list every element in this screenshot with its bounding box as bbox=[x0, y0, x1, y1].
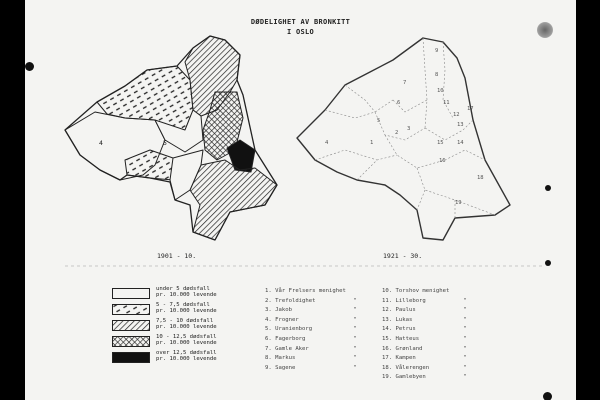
parish-number: 2. bbox=[265, 297, 276, 304]
parish-number: 18. bbox=[382, 364, 396, 371]
parish-number: 6. bbox=[265, 336, 276, 342]
punch-hole bbox=[545, 260, 551, 266]
parish-number: 9. bbox=[265, 364, 276, 371]
parish-item bbox=[265, 298, 356, 304]
outline-right bbox=[297, 38, 510, 240]
parish-item bbox=[382, 365, 467, 371]
ditto-mark: " bbox=[463, 355, 467, 362]
parish-name: Kampen bbox=[395, 355, 416, 362]
parish-name: Torshov menighet bbox=[395, 288, 450, 294]
parish-item bbox=[265, 355, 356, 361]
parish-name: Paulus bbox=[395, 307, 416, 314]
parish-item bbox=[265, 288, 353, 294]
map2-number: 6 bbox=[397, 100, 401, 106]
parish-item bbox=[265, 307, 356, 313]
parish-name: Hatteus bbox=[395, 336, 420, 342]
map2-number: 13 bbox=[457, 122, 464, 128]
parish-name: Grønland bbox=[395, 345, 423, 352]
parish-name: Uranienborg bbox=[275, 326, 313, 333]
parish-name: Lukas bbox=[395, 316, 413, 323]
ditto-mark: " bbox=[463, 364, 467, 371]
parish-item bbox=[382, 374, 467, 380]
ditto-mark: " bbox=[463, 307, 467, 314]
parish-item bbox=[382, 336, 467, 342]
parish-item bbox=[265, 365, 356, 371]
legend-text: 5 - 7,5 dødsfall pr. 10.000 levende bbox=[156, 302, 217, 315]
parish-number: 13. bbox=[382, 316, 396, 323]
map1-period-label: 1901 - 10. bbox=[157, 252, 197, 260]
document-sheet bbox=[25, 0, 576, 400]
ditto-mark: " bbox=[353, 297, 357, 304]
title-line1: DØDELIGHET AV BRONKITT bbox=[250, 18, 351, 26]
parish-number: 11. bbox=[382, 297, 396, 304]
inner-boundaries bbox=[315, 38, 495, 218]
map2-number: 5 bbox=[377, 118, 381, 124]
map2-period-label: 1921 - 30. bbox=[383, 252, 423, 260]
punch-hole bbox=[25, 62, 34, 71]
parish-item bbox=[382, 298, 467, 304]
legend-text: over 12,5 dødsfall pr. 10.000 levende bbox=[156, 350, 217, 363]
parish-name: Frogner bbox=[275, 316, 299, 323]
legend-swatch bbox=[112, 336, 150, 347]
map2-number: 4 bbox=[325, 140, 329, 146]
parish-number: 19. bbox=[382, 374, 396, 381]
map2-number: 12 bbox=[453, 112, 460, 118]
parish-name: Fagerborg bbox=[275, 336, 306, 342]
parish-item bbox=[265, 326, 356, 332]
parish-number: 8. bbox=[265, 355, 276, 362]
ditto-mark: " bbox=[353, 336, 357, 342]
ditto-mark: " bbox=[463, 345, 467, 352]
ditto-mark: " bbox=[353, 307, 357, 314]
parish-item bbox=[382, 326, 467, 332]
parish-name: Jakob bbox=[275, 307, 292, 314]
parish-name: Vår Frelsers menighet bbox=[275, 288, 346, 294]
ditto-mark: " bbox=[463, 326, 467, 333]
parish-number: 10. bbox=[382, 288, 396, 294]
map1-number-4: 4 bbox=[99, 139, 103, 147]
map-1901-10 bbox=[65, 36, 277, 240]
ditto-mark: " bbox=[463, 316, 467, 323]
parish-name: Gamle Aker bbox=[275, 345, 309, 352]
map2-number: 1 bbox=[370, 140, 374, 146]
ditto-mark: " bbox=[353, 326, 357, 333]
ditto-mark: " bbox=[353, 355, 357, 362]
parish-item bbox=[382, 288, 463, 294]
ditto-mark: " bbox=[463, 297, 467, 304]
parish-name: Lilleborg bbox=[395, 297, 426, 304]
parish-number: 14. bbox=[382, 326, 396, 333]
parish-name: Sagene bbox=[275, 364, 296, 371]
ditto-mark: " bbox=[353, 364, 357, 371]
map2-number: 10 bbox=[437, 88, 444, 94]
parish-item bbox=[265, 317, 356, 323]
parish-item bbox=[382, 355, 467, 361]
map2-number: 19 bbox=[455, 200, 462, 206]
map2-number: 15 bbox=[437, 140, 444, 146]
legend-text: 7,5 - 10 dødsfall pr. 10.000 levende bbox=[156, 318, 217, 331]
parish-name: Vålerengen bbox=[395, 364, 430, 371]
parish-name: Markus bbox=[275, 355, 296, 362]
map2-number: 18 bbox=[477, 175, 484, 181]
map2-number: 17 bbox=[467, 106, 474, 112]
legend-text: under 5 dødsfall pr. 10.000 levende bbox=[156, 286, 217, 299]
parish-number: 16. bbox=[382, 345, 396, 352]
legend-swatch bbox=[112, 288, 150, 299]
parish-item bbox=[382, 317, 467, 323]
parish-number: 12. bbox=[382, 307, 396, 314]
parish-item bbox=[265, 336, 356, 342]
parish-name: Gamlebyen bbox=[395, 374, 426, 381]
parish-item bbox=[382, 307, 467, 313]
map2-number: 8 bbox=[435, 72, 439, 78]
parish-number: 17. bbox=[382, 355, 396, 362]
map2-number: 16 bbox=[439, 158, 446, 164]
map2-number: 2 bbox=[395, 130, 399, 136]
parish-number: 5. bbox=[265, 326, 276, 333]
parish-number: 4. bbox=[265, 316, 276, 323]
ditto-mark: " bbox=[463, 336, 467, 342]
map1-number-5: 5 bbox=[163, 139, 167, 147]
parish-name: Petrus bbox=[395, 326, 416, 333]
parish-item bbox=[265, 346, 356, 352]
map2-number: 7 bbox=[403, 80, 407, 86]
parish-number: 1. bbox=[265, 288, 276, 294]
parish-item bbox=[382, 346, 467, 352]
map2-number: 3 bbox=[407, 126, 411, 132]
legend-text: 10 - 12,5 dødsfall pr. 10.000 levende bbox=[156, 334, 217, 347]
map-1921-30 bbox=[297, 38, 510, 240]
parish-number: 7. bbox=[265, 345, 276, 352]
map2-number: 9 bbox=[435, 48, 439, 54]
legend-swatch bbox=[112, 320, 150, 331]
map2-number: 11 bbox=[443, 100, 450, 106]
punch-hole bbox=[543, 392, 552, 400]
parish-name: Trefoldighet bbox=[275, 297, 316, 304]
parish-number: 15. bbox=[382, 336, 396, 342]
map2-number: 14 bbox=[457, 140, 464, 146]
parish-number: 3. bbox=[265, 307, 276, 314]
legend-swatch bbox=[112, 352, 150, 363]
punch-hole bbox=[545, 185, 551, 191]
legend-swatch bbox=[112, 304, 150, 315]
ditto-mark: " bbox=[463, 374, 467, 381]
ditto-mark: " bbox=[353, 316, 357, 323]
ditto-mark: " bbox=[353, 345, 357, 352]
region-south-diagonal bbox=[190, 160, 277, 240]
title-line2: I OSLO bbox=[286, 28, 315, 36]
